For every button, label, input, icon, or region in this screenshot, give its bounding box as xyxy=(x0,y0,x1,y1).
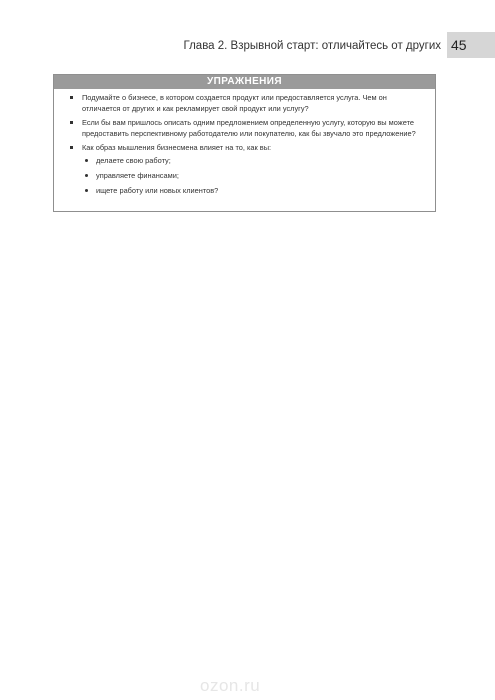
exercise-box xyxy=(53,74,436,212)
page-number: 45 xyxy=(447,32,495,58)
round-bullet-icon xyxy=(85,189,88,192)
exercise-sub-item-text: управляете финансами; xyxy=(96,171,179,180)
exercise-box-title: УПРАЖНЕНИЯ xyxy=(54,75,435,89)
exercise-item-text: Подумайте о бизнесе, в котором создается продукт или предоставляется услуга. Чем он отличается от других и как рекламирует свой продукт или услугу? xyxy=(82,93,387,113)
exercise-item xyxy=(70,92,427,114)
square-bullet-icon xyxy=(70,96,73,99)
square-bullet-icon xyxy=(70,121,73,124)
exercise-item xyxy=(70,117,427,139)
exercise-sub-item xyxy=(82,170,427,181)
square-bullet-icon xyxy=(70,146,73,149)
exercise-sub-item-text: делаете свою работу; xyxy=(96,156,171,165)
exercise-item-text: Если бы вам пришлось описать одним предложением определенную услугу, которую вы можете предоставить перспективному работодателю или покупателю, как бы звучало это предложение? xyxy=(82,118,416,138)
chapter-title: Глава 2. Взрывной старт: отличайтесь от других xyxy=(183,40,441,52)
exercise-item-text: Как образ мышления бизнесмена влияет на то, как вы: xyxy=(82,143,272,152)
round-bullet-icon xyxy=(85,174,88,177)
exercise-list xyxy=(54,89,435,196)
exercise-sub-list xyxy=(82,155,427,196)
exercise-item xyxy=(70,142,427,196)
exercise-sub-item-text: ищете работу или новых клиентов? xyxy=(96,186,219,195)
exercise-sub-item xyxy=(82,155,427,166)
watermark: ozon.ru xyxy=(200,676,261,695)
exercise-sub-item xyxy=(82,185,427,196)
round-bullet-icon xyxy=(85,159,88,162)
